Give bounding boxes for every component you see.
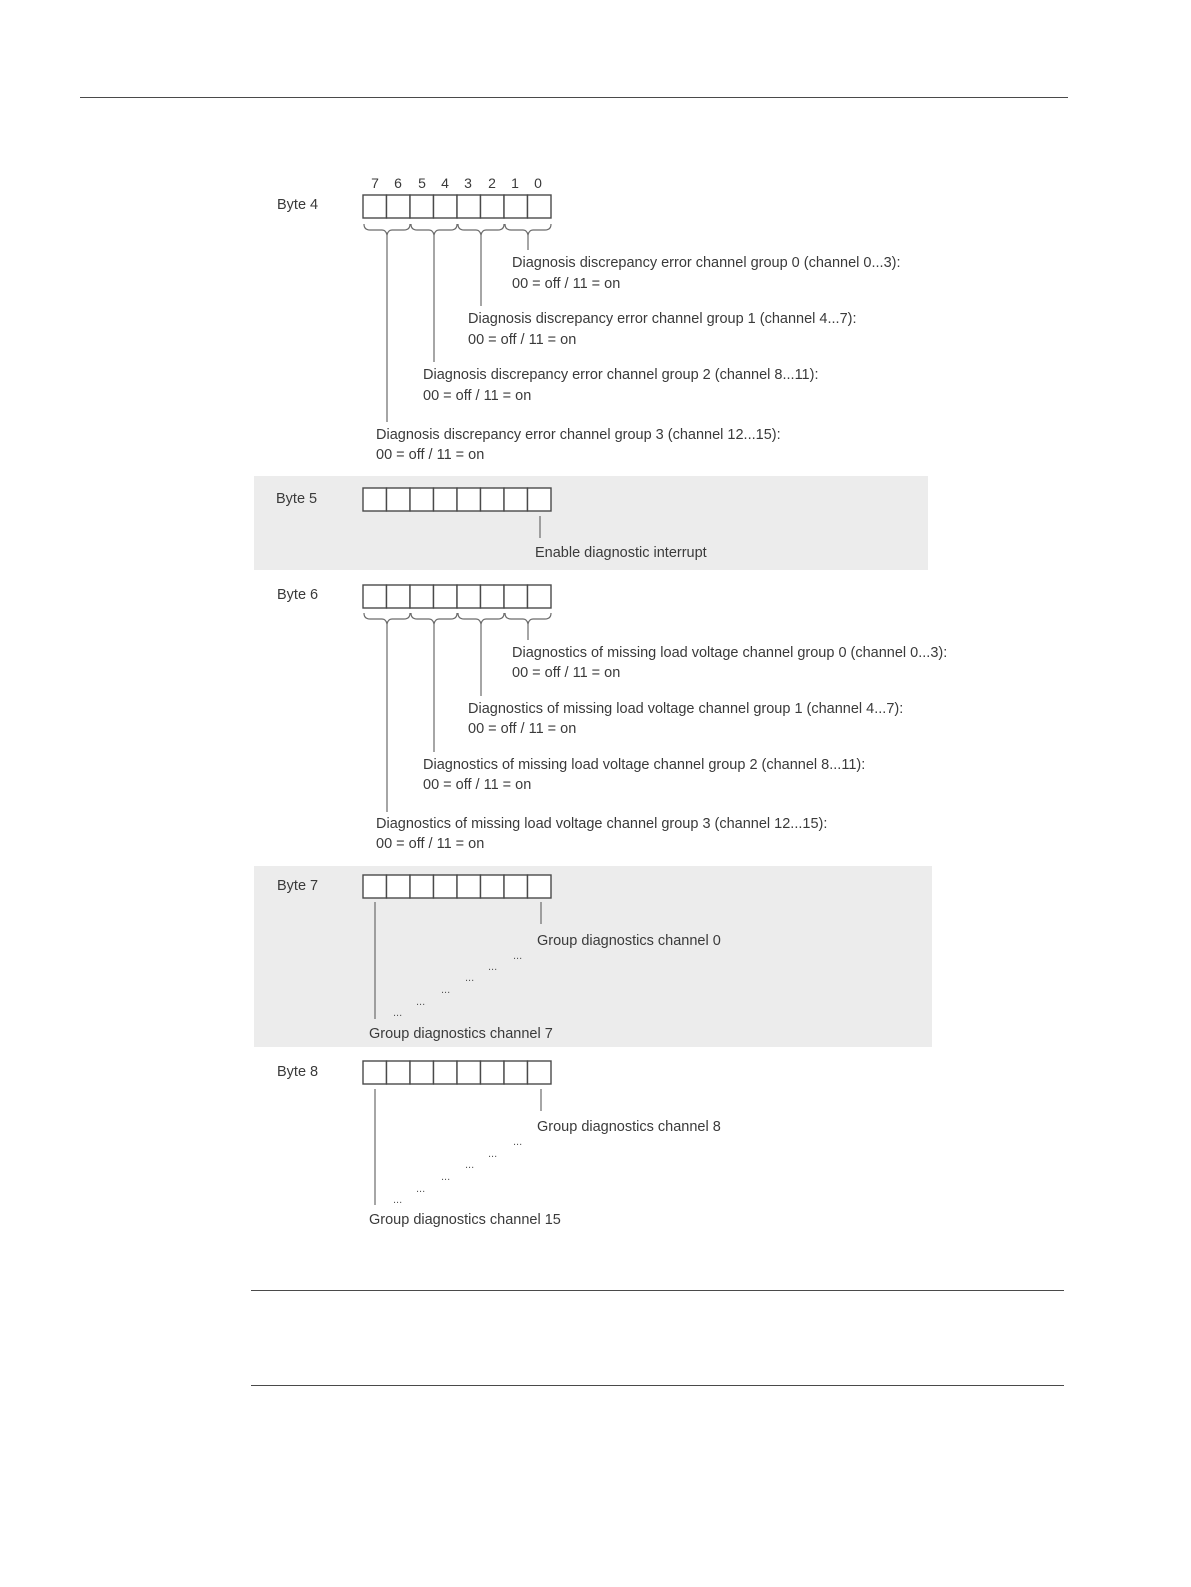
- ellipsis: ...: [488, 961, 498, 973]
- byte6-group2-title: Diagnostics of missing load voltage channel group 2 (channel 8...11):: [423, 757, 866, 773]
- byte7-last-channel: Group diagnostics channel 7: [369, 1026, 553, 1042]
- byte7-ellipsis-steps: [393, 950, 522, 1019]
- byte7-first-channel: Group diagnostics channel 0: [537, 933, 721, 949]
- byte6-group3-title: Diagnostics of missing load voltage channel group 3 (channel 12...15):: [376, 816, 828, 832]
- byte5-bit-cells: [363, 488, 551, 511]
- bit-number: 5: [418, 175, 426, 191]
- byte8-section: [277, 1061, 721, 1228]
- byte5-section: [276, 488, 707, 561]
- ellipsis: ...: [488, 1148, 498, 1160]
- byte6-group3-values: 00 = off / 11 = on: [376, 836, 485, 852]
- bit-number: 3: [464, 175, 472, 191]
- byte6-section: [277, 585, 947, 852]
- byte7-section: [277, 875, 721, 1042]
- bit-number: 4: [441, 175, 449, 191]
- byte8-bit-cells: [363, 1061, 551, 1084]
- byte4-bit-cells: [363, 195, 551, 218]
- byte4-group0-values: 00 = off / 11 = on: [512, 276, 621, 292]
- ellipsis: ...: [513, 950, 523, 962]
- byte4-braces: [364, 224, 551, 235]
- byte4-group1-values: 00 = off / 11 = on: [468, 332, 577, 348]
- byte4-group1-title: Diagnosis discrepancy error channel group 1 (channel 4...7):: [468, 311, 857, 327]
- byte8-last-channel: Group diagnostics channel 15: [369, 1212, 561, 1228]
- ellipsis: ...: [416, 996, 426, 1008]
- byte6-braces: [364, 613, 551, 624]
- byte4-group3-title: Diagnosis discrepancy error channel group 3 (channel 12...15):: [376, 427, 781, 443]
- byte4-group2-values: 00 = off / 11 = on: [423, 388, 532, 404]
- byte6-group0-title: Diagnostics of missing load voltage channel group 0 (channel 0...3):: [512, 645, 948, 661]
- ellipsis: ...: [441, 1171, 451, 1183]
- ellipsis: ...: [465, 1159, 475, 1171]
- ellipsis: ...: [393, 1194, 403, 1206]
- ellipsis: ...: [416, 1183, 426, 1195]
- bit-number: 7: [371, 175, 379, 191]
- byte4-group0-title: Diagnosis discrepancy error channel group 0 (channel 0...3):: [512, 255, 901, 271]
- byte6-group1-values: 00 = off / 11 = on: [468, 721, 577, 737]
- byte6-label: Byte 6: [277, 587, 319, 603]
- byte7-bit-cells: [363, 875, 551, 898]
- byte8-first-channel: Group diagnostics channel 8: [537, 1119, 721, 1135]
- bit-number-row: [371, 175, 542, 191]
- byte4-group3-values: 00 = off / 11 = on: [376, 447, 485, 463]
- ellipsis: ...: [393, 1007, 403, 1019]
- bit-number: 2: [488, 175, 496, 191]
- byte8-label: Byte 8: [277, 1064, 319, 1080]
- ellipsis: ...: [465, 972, 475, 984]
- bit-number: 0: [534, 175, 542, 191]
- byte6-group0-values: 00 = off / 11 = on: [512, 665, 621, 681]
- byte6-group1-title: Diagnostics of missing load voltage channel group 1 (channel 4...7):: [468, 701, 904, 717]
- byte6-group2-values: 00 = off / 11 = on: [423, 777, 532, 793]
- byte8-ellipsis-steps: [393, 1136, 522, 1206]
- byte6-bit-cells: [363, 585, 551, 608]
- ellipsis: ...: [441, 984, 451, 996]
- byte5-bit0-label: Enable diagnostic interrupt: [535, 545, 707, 561]
- bit-number: 6: [394, 175, 402, 191]
- byte5-label: Byte 5: [276, 491, 318, 507]
- bit-number: 1: [511, 175, 519, 191]
- ellipsis: ...: [513, 1136, 523, 1148]
- byte4-group2-title: Diagnosis discrepancy error channel group 2 (channel 8...11):: [423, 367, 819, 383]
- byte4-section: [277, 195, 901, 463]
- byte7-label: Byte 7: [277, 878, 319, 894]
- byte4-label: Byte 4: [277, 197, 319, 213]
